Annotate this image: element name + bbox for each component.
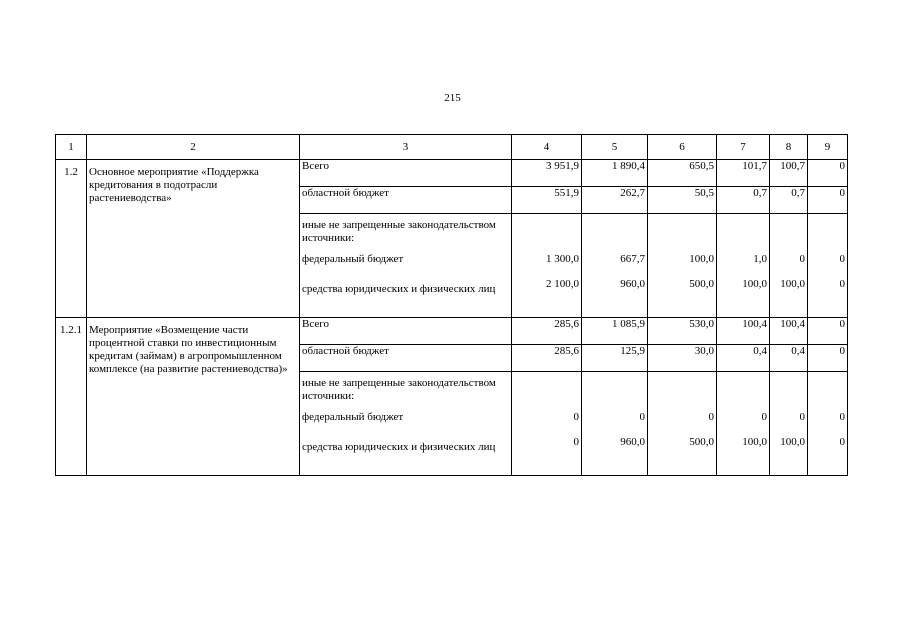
header-cell: 3 [300,135,512,160]
cell-value: 551,9 [512,187,582,214]
cell-value: 0 [808,345,848,372]
cell-value: 285,6 [512,345,582,372]
cell-value: 667,7 [582,253,648,278]
cell-value: 100,7 [770,160,808,187]
row-label: Всего [300,160,512,187]
row-code [56,160,87,318]
cell-value: 100,4 [717,318,770,345]
cell-value: 0 [808,318,848,345]
row-name-text: Основное мероприятие «Поддержка кредитования в подотрасли растениеводства» [89,166,259,204]
header-cell: 4 [512,135,582,160]
header-cell: 7 [717,135,770,160]
cell-value: 285,6 [512,318,582,345]
cell-value: 1 890,4 [582,160,648,187]
cell-value [512,214,582,254]
table-row [56,318,848,345]
row-label: иные не запрещенные законодательством источники: [300,372,512,412]
cell-value: 0,4 [770,345,808,372]
header-cell: 9 [808,135,848,160]
row-label: Всего [300,318,512,345]
row-label: областной бюджет [300,345,512,372]
cell-value: 0 [808,187,848,214]
cell-value: 0 [770,411,808,436]
cell-value: 50,5 [648,187,717,214]
cell-value [648,214,717,254]
cell-value [808,214,848,254]
cell-value [770,214,808,254]
cell-value: 0 [808,411,848,436]
cell-value: 960,0 [582,436,648,476]
cell-value: 0 [582,411,648,436]
row-code [56,318,87,476]
row-name [87,318,300,476]
cell-value: 125,9 [582,345,648,372]
cell-value: 0,7 [770,187,808,214]
row-label: средства юридических и физических лиц [300,436,512,476]
cell-value [717,214,770,254]
cell-value: 1,0 [717,253,770,278]
cell-value: 500,0 [648,278,717,318]
cell-value: 100,0 [717,436,770,476]
cell-value: 0 [648,411,717,436]
cell-value: 0 [808,278,848,318]
cell-value: 100,0 [770,278,808,318]
row-code-text: 1.2.1 [60,324,82,336]
table-row [56,160,848,187]
row-label: федеральный бюджет [300,253,512,278]
cell-value: 530,0 [648,318,717,345]
cell-value: 262,7 [582,187,648,214]
header-cell: 8 [770,135,808,160]
cell-value [648,372,717,412]
row-name [87,160,300,318]
row-label: областной бюджет [300,187,512,214]
cell-value: 0 [808,253,848,278]
cell-value: 0 [808,436,848,476]
budget-table [55,134,848,476]
row-label: федеральный бюджет [300,411,512,436]
cell-value: 100,0 [717,278,770,318]
row-code-text: 1.2 [64,166,78,178]
cell-value: 500,0 [648,436,717,476]
page-number: 215 [444,92,461,104]
cell-value [717,372,770,412]
header-cell: 2 [87,135,300,160]
header-cell: 5 [582,135,648,160]
cell-value: 0 [512,411,582,436]
cell-value: 0 [512,436,582,476]
cell-value: 3 951,9 [512,160,582,187]
cell-value: 650,5 [648,160,717,187]
header-cell: 6 [648,135,717,160]
row-label: средства юридических и физических лиц [300,278,512,318]
cell-value: 100,0 [770,436,808,476]
cell-value [770,372,808,412]
cell-value [512,372,582,412]
cell-value: 2 100,0 [512,278,582,318]
row-label: иные не запрещенные законодательством источники: [300,214,512,254]
cell-value [582,214,648,254]
cell-value: 100,0 [648,253,717,278]
cell-value: 30,0 [648,345,717,372]
cell-value [582,372,648,412]
cell-value: 1 085,9 [582,318,648,345]
cell-value: 0 [808,160,848,187]
row-name-text: Мероприятие «Возмещение части процентной ставки по инвестиционным кредитам (займам) в агропромышленном комплексе (на развитие растениеводства)» [89,324,288,375]
cell-value: 100,4 [770,318,808,345]
cell-value: 101,7 [717,160,770,187]
header-cell: 1 [56,135,87,160]
cell-value: 0,7 [717,187,770,214]
header-row [56,135,848,160]
cell-value: 1 300,0 [512,253,582,278]
cell-value: 0 [770,253,808,278]
cell-value: 0 [717,411,770,436]
cell-value: 960,0 [582,278,648,318]
cell-value [808,372,848,412]
cell-value: 0,4 [717,345,770,372]
